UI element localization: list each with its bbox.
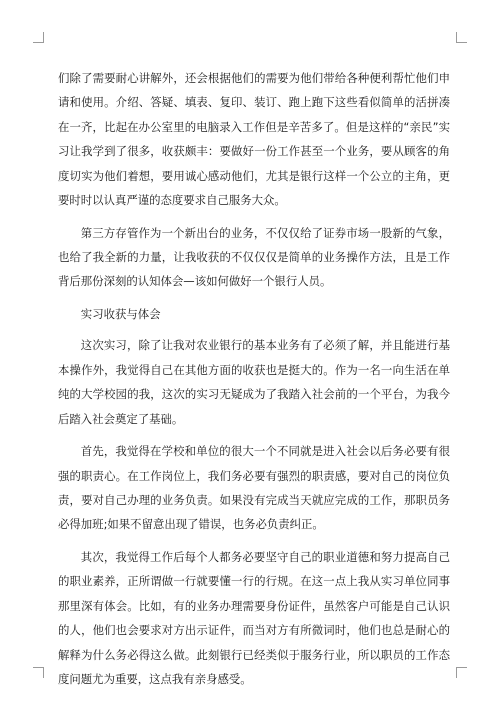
crop-mark-top-right (456, 32, 467, 43)
section-heading: 实习收获与体会 (80, 307, 161, 322)
document-body (58, 66, 450, 700)
crop-mark-top-left (33, 32, 44, 43)
paragraph-third-party-custody: 第三方存管作为一个新出台的业务，不仅仅给了证券市场一股新的气象，也给了我全新的力量，让我收获的不仅仅仅是简单的业务操作方法，且是工作背后那份深刻的认知体会—该如何做好一个银行人员。 (58, 225, 450, 289)
crop-mark-bottom-left (33, 667, 44, 678)
paragraph-continued: 们除了需要耐心讲解外，还会根据他们的需要为他们带给各种便利帮忙他们申请和使用。介绍、答疑、填表、复印、装订、跑上跑下这些看似简单的活拼凑在一齐，比起在办公室里的电脑录入工作但是辛苦多了。但是这样的“亲民”实习让我学到了很多，收获颇丰：要做好一份工作甚至一个业务，要从顾客的角度切实为他们着想，要用诚心感动他们，尤其是银行这样一个公立的主角，更要时时以认真严谨的态度要求自己服务大众。 (58, 71, 450, 208)
paragraph-internship-summary: 这次实习，除了让我对农业银行的基本业务有了必须了解，并且能进行基本操作外，我觉得自己在其他方面的收获也是挺大的。作为一名一向生活在单纯的大学校园的我，这次的实习无疑成为了我踏入社会前的一个平台，为我今后踏入社会奠定了基础。 (58, 338, 450, 426)
crop-mark-bottom-right (456, 667, 467, 678)
paragraph-professional-ethics: 其次，我觉得工作后每个人都务必要坚守自己的职业道德和努力提高自己的职业素养，正所谓做一行就要懂一行的行规。在这一点上我从实习单位同事那里深有体会。比如，有的业务办理需要身份证件，虽然客户可能是自己认识的人，他们也会要求对方出示证件，而当对方有所微词时，他们也总是耐心的解释为什么务必得这么做。此刻银行已经类似于服务行业，所以职员的工作态度问题尤为重要，这点我有亲身感受。 (58, 550, 450, 687)
paragraph-responsibility: 首先，我觉得在学校和单位的很大一个不同就是进入社会以后务必要有很强的职责心。在工作岗位上，我们务必要有强烈的职责感，要对自己的岗位负责，要对自己办理的业务负责。如果没有完成当天就应完成的工作，那职员务必得加班;如果不留意出现了错误，也务必负责纠正。 (58, 444, 450, 532)
